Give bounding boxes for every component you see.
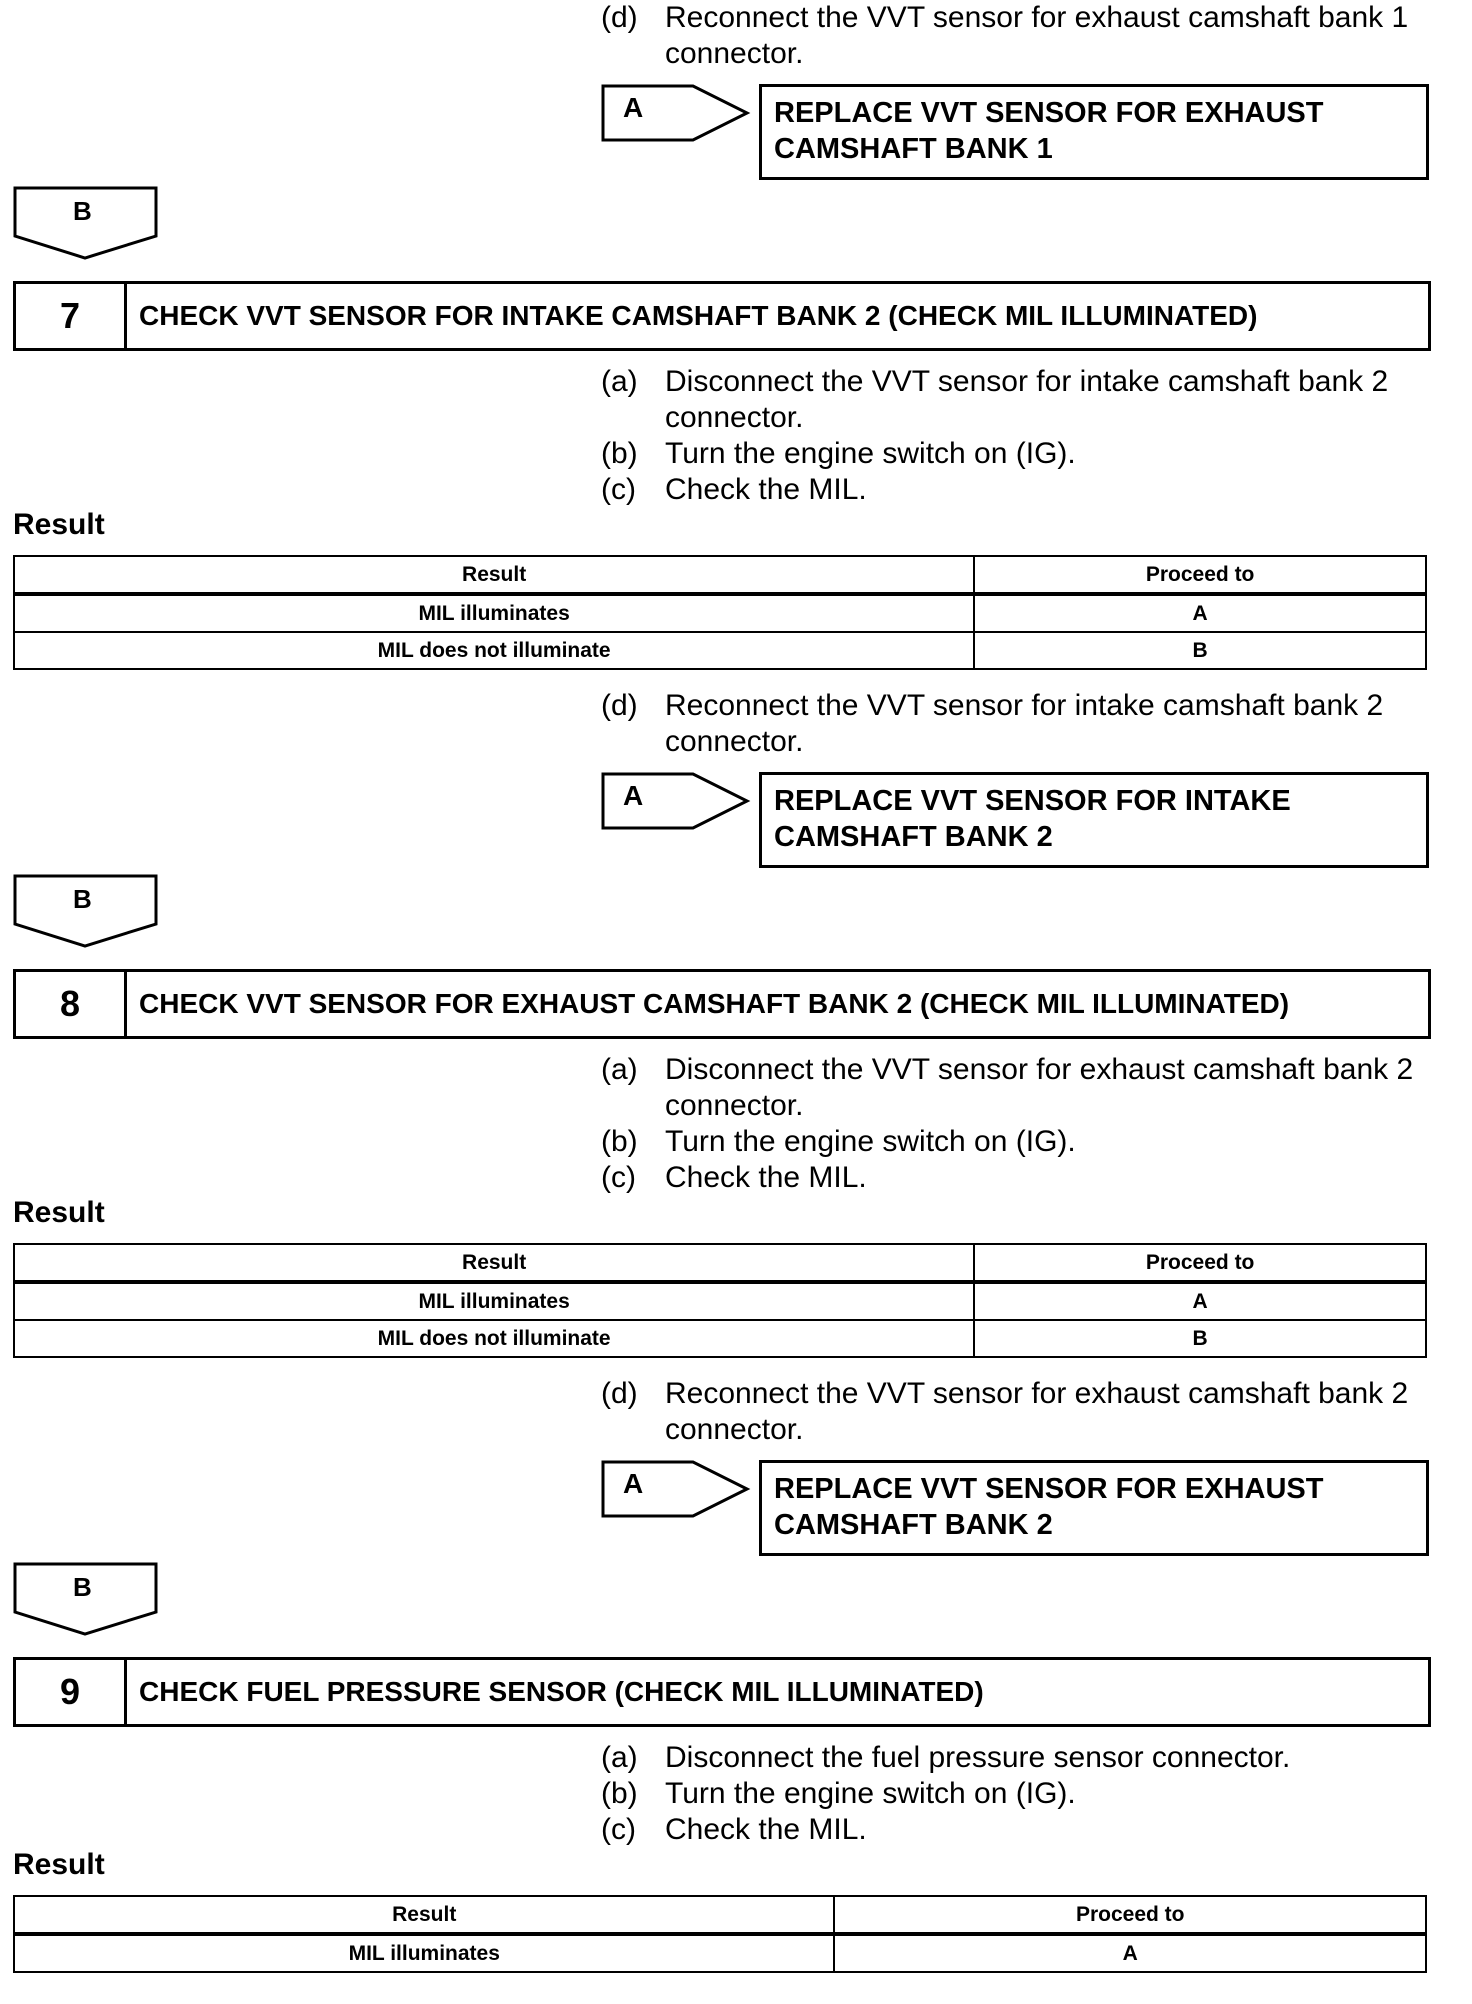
table-row bbox=[14, 1282, 1426, 1320]
arrow-label: B bbox=[73, 1572, 92, 1602]
step-label: (c) bbox=[601, 1813, 636, 1846]
table-cell: MIL illuminates bbox=[14, 1282, 974, 1320]
step-text: Turn the engine switch on (IG). bbox=[665, 437, 1076, 470]
proceed-arrow-a[interactable] bbox=[601, 84, 751, 142]
step-text: Disconnect the VVT sensor for intake camshaft bank 2 connector. bbox=[665, 365, 1389, 434]
table-cell: A bbox=[834, 1934, 1426, 1972]
replace-box bbox=[759, 772, 1429, 868]
table-cell: A bbox=[974, 594, 1426, 632]
step-label: (d) bbox=[601, 1, 638, 34]
table-cell: B bbox=[974, 632, 1426, 669]
step-text: Check the MIL. bbox=[665, 1813, 867, 1846]
proceed-arrow-a[interactable] bbox=[601, 772, 751, 830]
table-row bbox=[14, 1934, 1426, 1972]
step-text: Reconnect the VVT sensor for intake camshaft bank 2 connector. bbox=[665, 689, 1384, 758]
table-header-row bbox=[14, 1896, 1426, 1934]
table-cell: MIL does not illuminate bbox=[14, 632, 974, 669]
table-header-cell: Proceed to bbox=[834, 1896, 1426, 1934]
step-text: Disconnect the fuel pressure sensor connector. bbox=[665, 1741, 1291, 1774]
arrow-label: B bbox=[73, 196, 92, 226]
table-cell: B bbox=[974, 1320, 1426, 1357]
result-table bbox=[13, 1243, 1427, 1358]
result-table bbox=[13, 1895, 1427, 1973]
step-title: CHECK FUEL PRESSURE SENSOR (CHECK MIL ILLUMINATED) bbox=[139, 1676, 984, 1707]
table-row bbox=[14, 594, 1426, 632]
result-table bbox=[13, 555, 1427, 670]
table-header-cell: Result bbox=[14, 1244, 974, 1282]
proceed-arrow-a[interactable] bbox=[601, 1460, 751, 1518]
arrow-label: B bbox=[73, 884, 92, 914]
step-text: Disconnect the VVT sensor for exhaust camshaft bank 2 connector. bbox=[665, 1053, 1414, 1122]
step-label: (a) bbox=[601, 365, 638, 398]
step-text: Turn the engine switch on (IG). bbox=[665, 1777, 1076, 1810]
step-header-9 bbox=[13, 1657, 1431, 1727]
step-title: CHECK VVT SENSOR FOR INTAKE CAMSHAFT BANK 2 (CHECK MIL ILLUMINATED) bbox=[139, 300, 1258, 331]
proceed-arrow-b[interactable] bbox=[13, 186, 158, 260]
step-text: Turn the engine switch on (IG). bbox=[665, 1125, 1076, 1158]
table-cell: MIL illuminates bbox=[14, 1934, 834, 1972]
table-cell: MIL does not illuminate bbox=[14, 1320, 974, 1357]
step-label: (c) bbox=[601, 1161, 636, 1194]
step-text: Check the MIL. bbox=[665, 473, 867, 506]
proceed-arrow-b[interactable] bbox=[13, 874, 158, 948]
table-header-row bbox=[14, 556, 1426, 594]
step-text: Check the MIL. bbox=[665, 1161, 867, 1194]
step-label: (a) bbox=[601, 1741, 638, 1774]
table-header-cell: Proceed to bbox=[974, 556, 1426, 594]
replace-box bbox=[759, 1460, 1429, 1556]
result-title: Result bbox=[13, 1848, 105, 1881]
step-number: 8 bbox=[16, 972, 127, 1036]
table-row bbox=[14, 1320, 1426, 1357]
table-row bbox=[14, 632, 1426, 669]
step-header-7 bbox=[13, 281, 1431, 351]
table-header-cell: Result bbox=[14, 556, 974, 594]
table-cell: A bbox=[974, 1282, 1426, 1320]
table-header-cell: Result bbox=[14, 1896, 834, 1934]
table-header-cell: Proceed to bbox=[974, 1244, 1426, 1282]
proceed-arrow-b[interactable] bbox=[13, 1562, 158, 1636]
step-text: Reconnect the VVT sensor for exhaust camshaft bank 1 connector. bbox=[665, 1, 1409, 70]
arrow-label: A bbox=[623, 92, 644, 123]
result-title: Result bbox=[13, 508, 105, 541]
step-label: (c) bbox=[601, 473, 636, 506]
replace-box bbox=[759, 84, 1429, 180]
step-label: (b) bbox=[601, 437, 638, 470]
replace-text: REPLACE VVT SENSOR FOR EXHAUST CAMSHAFT BANK 2 bbox=[774, 1473, 1324, 1541]
step-text: Reconnect the VVT sensor for exhaust camshaft bank 2 connector. bbox=[665, 1377, 1409, 1446]
replace-text: REPLACE VVT SENSOR FOR INTAKE CAMSHAFT BANK 2 bbox=[774, 785, 1291, 853]
step-label: (b) bbox=[601, 1777, 638, 1810]
result-title: Result bbox=[13, 1196, 105, 1229]
arrow-label: A bbox=[623, 780, 644, 811]
step-label: (a) bbox=[601, 1053, 638, 1086]
step-label: (d) bbox=[601, 1377, 638, 1410]
step-number: 9 bbox=[16, 1660, 127, 1724]
step-number: 7 bbox=[16, 284, 127, 348]
step-label: (b) bbox=[601, 1125, 638, 1158]
arrow-label: A bbox=[623, 1468, 644, 1499]
table-header-row bbox=[14, 1244, 1426, 1282]
step-header-8 bbox=[13, 969, 1431, 1039]
step-title: CHECK VVT SENSOR FOR EXHAUST CAMSHAFT BANK 2 (CHECK MIL ILLUMINATED) bbox=[139, 988, 1290, 1019]
table-cell: MIL illuminates bbox=[14, 594, 974, 632]
replace-text: REPLACE VVT SENSOR FOR EXHAUST CAMSHAFT BANK 1 bbox=[774, 97, 1324, 165]
step-label: (d) bbox=[601, 689, 638, 722]
